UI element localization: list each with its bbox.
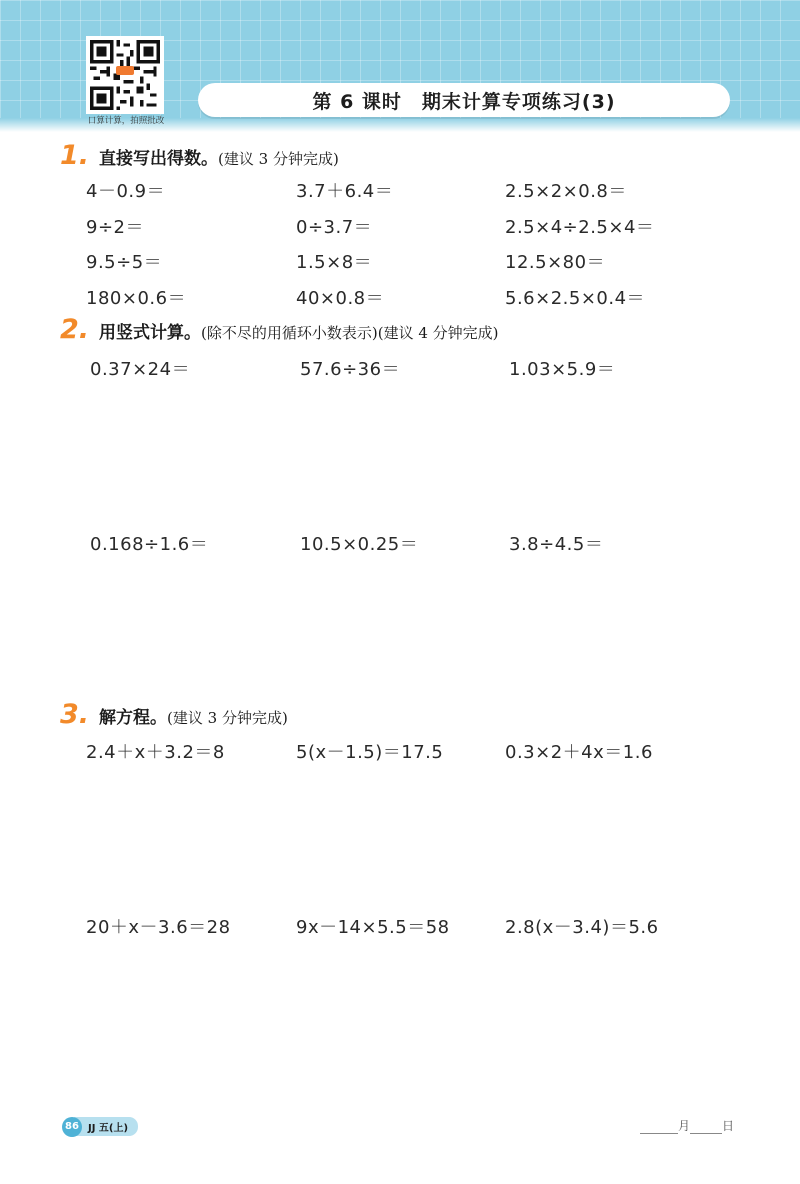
- section-number: 1.: [60, 140, 90, 171]
- problem: 9÷2＝: [86, 217, 144, 238]
- qr-code-icon[interactable]: [86, 36, 164, 114]
- equation: 9x－14×5.5＝58: [296, 917, 450, 938]
- equation: 0.3×2＋4x＝1.6: [505, 742, 653, 763]
- problem: 0÷3.7＝: [296, 217, 373, 238]
- problem: 180×0.6＝: [86, 288, 187, 309]
- grade-tag: JJ 五(上): [74, 1117, 138, 1136]
- equation: 2.8(x－3.4)＝5.6: [505, 917, 659, 938]
- equation: 20＋x－3.6＝28: [86, 917, 231, 938]
- month-blank[interactable]: [640, 1121, 678, 1134]
- section-note: (建议 3 分钟完成): [218, 150, 339, 168]
- problem: 3.8÷4.5＝: [509, 534, 604, 555]
- date-fill-area: [640, 1117, 734, 1134]
- problem: 5.6×2.5×0.4＝: [505, 288, 646, 309]
- problem: 57.6÷36＝: [300, 359, 401, 380]
- section-title: 解方程。: [99, 708, 168, 728]
- equation: 2.4＋x＋3.2＝8: [86, 742, 225, 763]
- problem: 10.5×0.25＝: [300, 534, 419, 555]
- problem: 3.7＋6.4＝: [296, 181, 394, 202]
- problem: 2.5×4÷2.5×4＝: [505, 217, 655, 238]
- problem: 40×0.8＝: [296, 288, 385, 309]
- problem: 0.168÷1.6＝: [90, 534, 209, 555]
- problem: 1.5×8＝: [296, 252, 373, 273]
- page-number: 86: [62, 1117, 82, 1137]
- section-title: 用竖式计算。: [99, 323, 202, 343]
- qr-logo-badge: [116, 66, 134, 75]
- section-title: 直接写出得数。: [99, 149, 219, 169]
- problem: 0.37×24＝: [90, 359, 191, 380]
- month-label: 月: [678, 1119, 691, 1133]
- problem: 1.03×5.9＝: [509, 359, 616, 380]
- section-number: 3.: [60, 699, 90, 730]
- problem: 4－0.9＝: [86, 181, 166, 202]
- problem: 9.5÷5＝: [86, 252, 163, 273]
- page-footer-badge: [62, 1118, 138, 1135]
- qr-caption: 口算计算，拍照批改: [87, 116, 165, 126]
- day-label: 日: [722, 1119, 735, 1133]
- section-3-heading: [60, 699, 288, 730]
- section-2-heading: [60, 314, 499, 345]
- section-1-heading: [60, 140, 339, 171]
- lesson-title-banner: [198, 83, 730, 117]
- section-note: (除不尽的用循环小数表示)(建议 4 分钟完成): [201, 324, 499, 342]
- section-note: (建议 3 分钟完成): [167, 709, 288, 727]
- equation: 5(x－1.5)＝17.5: [296, 742, 444, 763]
- problem: 12.5×80＝: [505, 252, 606, 273]
- page-title: 第 6 课时 期末计算专项练习(3): [312, 90, 616, 113]
- day-blank[interactable]: [690, 1121, 722, 1134]
- section-number: 2.: [60, 314, 90, 345]
- problem: 2.5×2×0.8＝: [505, 181, 627, 202]
